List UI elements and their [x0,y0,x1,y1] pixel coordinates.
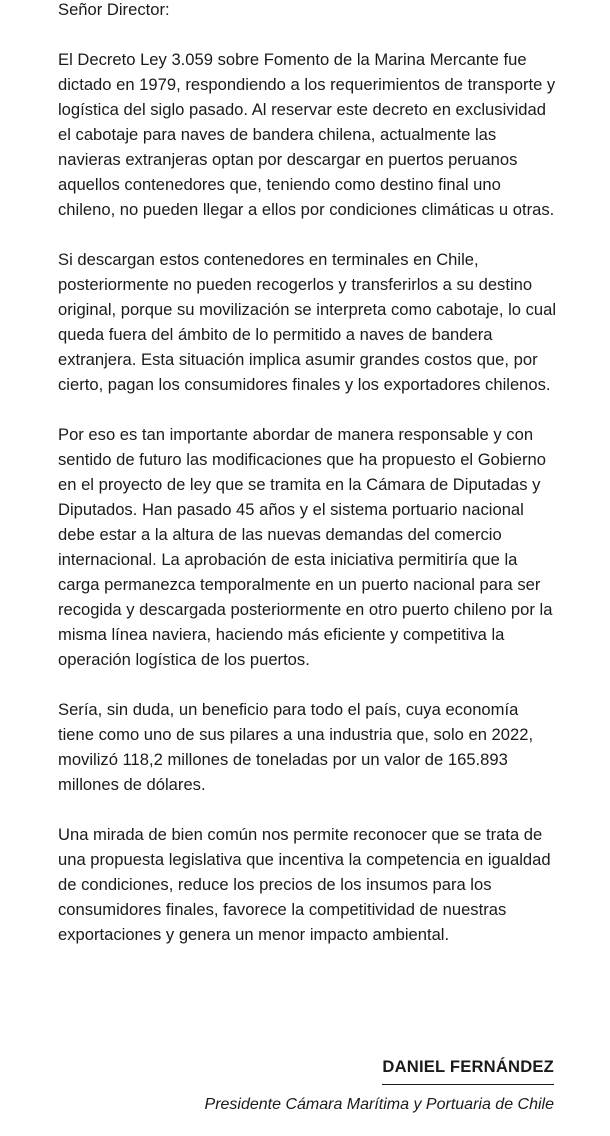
paragraph-5: Una mirada de bien común nos permite reconocer que se trata de una propuesta legislativa que incentiva la competencia en igualdad de condiciones, reduce los precios de los insumos para los consumidores finales, favorece la competitividad de nuestras exportaciones y genera un menor impacto ambiental. [58,825,551,944]
paragraph-4: Sería, sin duda, un beneficio para todo el país, cuya economía tiene como uno de sus pilares a una industria que, solo en 2022, movilizó 118,2 millones de toneladas por un valor de 165.893 millones de dólares. [58,700,534,794]
paragraph-3: Por eso es tan importante abordar de manera responsable y con sentido de futuro las modificaciones que ha propuesto el Gobierno en el proyecto de ley que se tramita en la Cámara de Diputadas y Diputados. Han pasado 45 años y el sistema portuario nacional debe estar a la altura de las nuevas demandas del comercio internacional. La aprobación de esta iniciativa permitiría que la carga permanezca temporalmente en un puerto nacional para ser recogida y descargada posteriormente en otro puerto chileno por la misma línea naviera, haciendo más eficiente y competitiva la operación logística de los puertos. [58,425,553,669]
paragraph-2: Si descargan estos contenedores en terminales en Chile, posteriormente no pueden recogerlos y transferirlos a su destino original, porque su movilización se interpreta como cabotaje, lo cual queda fuera del ámbito de lo permitido a naves de bandera extranjera. Esta situación implica asumir grandes costos que, por cierto, pagan los consumidores finales y los exportadores chilenos. [58,250,557,394]
paragraph-1: El Decreto Ley 3.059 sobre Fomento de la Marina Mercante fue dictado en 1979, respondiendo a los requerimientos de transporte y logística del siglo pasado. Al reservar este decreto en exclusividad el cabotaje para naves de bandera chilena, actualmente las navieras extranjeras optan por descargar en puertos peruanos aquellos contenedores que, teniendo como destino final uno chileno, no pueden llegar a ellos por condiciones climáticas u otras. [58,50,556,219]
signature-name: DANIEL FERNÁNDEZ [382,1054,554,1085]
letter-greeting: Señor Director: [58,0,170,19]
letter-body [58,0,558,972]
signature-title: Presidente Cámara Marítima y Portuaria de Chile [204,1096,554,1113]
signature-block [134,1054,554,1117]
